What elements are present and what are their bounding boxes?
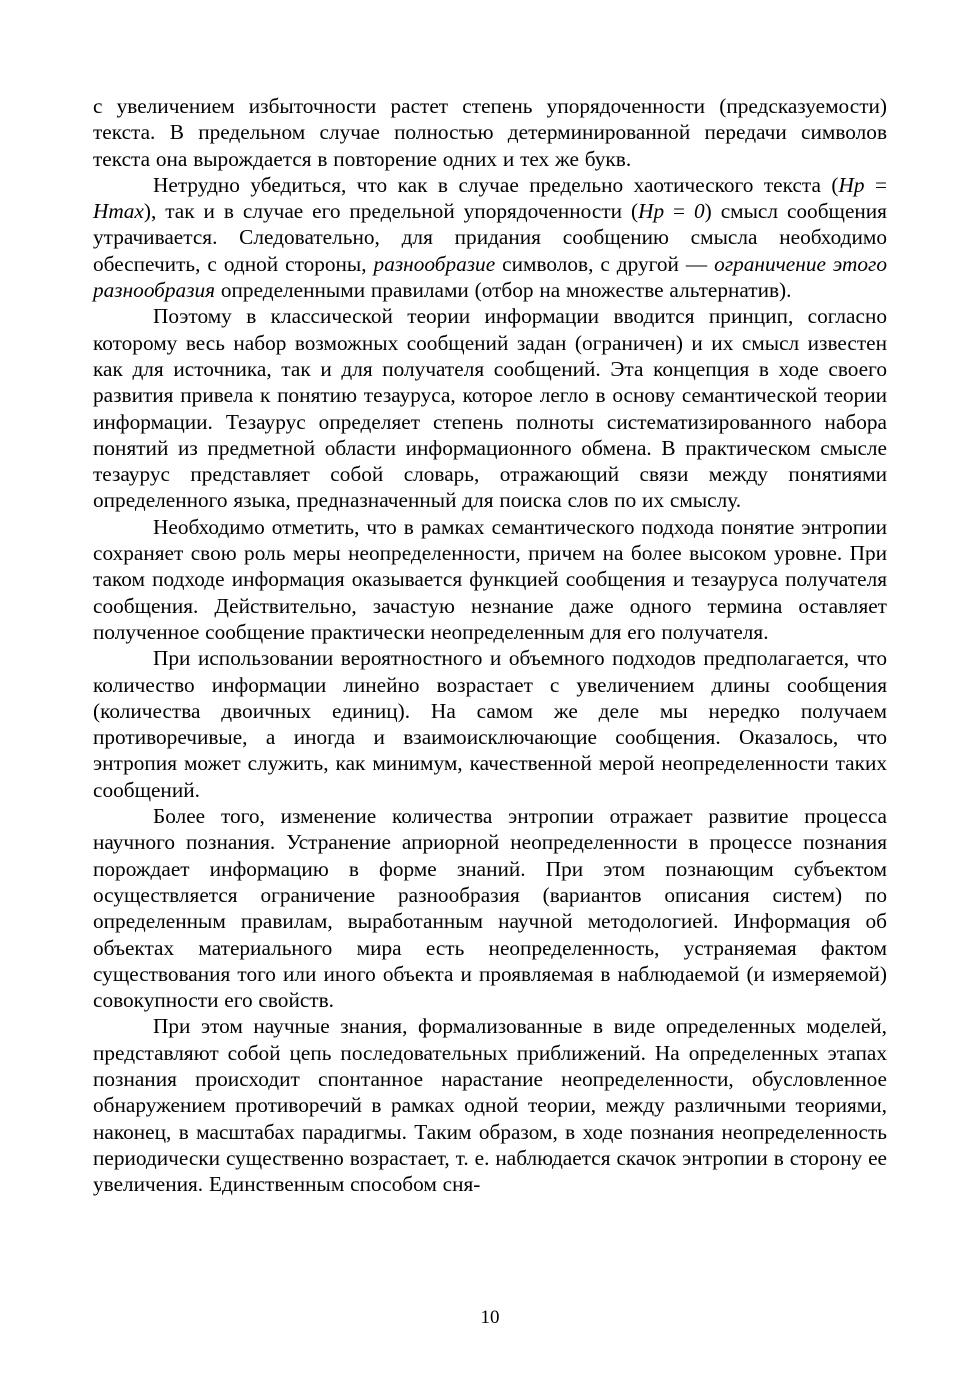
text-run: =	[864, 172, 887, 197]
emphasis-run: ограничение этого разнообразия	[93, 251, 887, 303]
emphasis-run: Hmax	[93, 199, 144, 224]
emphasis-run: Hp	[638, 199, 665, 224]
text-run: При этом научные знания, формализованные в виде определенных моделей, представляют собой цепь последовательных приближений. На определенных этапах познания происходит спонтанное нарастание неопределенности, обусловленное обнаружением противоречий в рамках одной теории, между различными теориями, наконец, в масштабах парадигмы. Таким образом, в ходе познания неопределенность периодически существенно возрастает, т. е. наблюдается скачок энтропии в сторону ее увеличения. Единственным способом сня-	[93, 1014, 887, 1197]
text-run: Нетрудно убедиться, что как в случае предельно хаотического текста (	[153, 172, 839, 197]
text-run: При использовании вероятностного и объемного подходов предполагается, что количество информации линейно возрастает с увеличением длины сообщения (количества двоичных единиц). На самом же деле мы нередко получаем противоречивые, а иногда и взаимоисключающие сообщения. Оказалось, что энтропия может служить, как минимум, качественной мерой неопределенности таких сообщений.	[93, 646, 887, 802]
text-run: Более того, изменение количества энтропии отражает развитие процесса научного познания. Устранение априорной неопределенности в процессе познания порождает информацию в форме знаний. При этом познающим субъектом осуществляется ограничение разнообразия (вариантов описания систем) по определенным правилам, выработанным научной методологией. Информация об объектах материального мира есть неопределенность, устраняемая фактом существования того или иного объекта и проявляемая в наблюдаемой (и измеряемой) совокупности его свойств.	[93, 804, 887, 1013]
paragraph-3	[93, 303, 887, 513]
paragraph-2	[93, 172, 887, 303]
text-run: Необходимо отметить, что в рамках семантического подхода понятие энтропии сохраняет свою роль меры неопределенности, причем на более высоком уровне. При таком подходе информация оказывается функцией сообщения и тезауруса получателя сообщения. Действительно, зачастую незнание даже одного термина оставляет полученное сообщение практически неопределенным для его получателя.	[93, 514, 887, 644]
paragraph-6	[93, 803, 887, 1013]
text-run: Поэтому в классической теории информации вводится принцип, согласно которому весь набор возможных сообщений задан (ограничен) и их смысл известен как для источника, так и для получателя сообщений. Эта концепция в ходе своего развития привела к понятию тезауруса, которое легло в основу семантической теории информации. Тезаурус определяет степень полноты систематизированного набора понятий из предметной области информационного обмена. В практическом смысле тезаурус представляет собой словарь, отражающий связи между понятиями определенного языка, предназначенный для поиска слов по их смыслу.	[93, 304, 887, 513]
emphasis-run: Hp	[838, 172, 865, 197]
paragraph-1	[93, 93, 887, 172]
page-body	[93, 93, 887, 1197]
text-run: ), так и в случае его предельной упорядоченности (	[143, 199, 639, 224]
text-run: ) смысл сообщения утрачивается. Следовательно, для придания сообщению смысла необходимо обеспечить, с одной стороны,	[93, 199, 887, 276]
text-run: =	[664, 199, 694, 224]
page-number: 10	[480, 1307, 500, 1328]
emphasis-run: разнообразие	[373, 251, 496, 276]
paragraph-5	[93, 645, 887, 803]
paragraph-7	[93, 1013, 887, 1197]
paragraph-4	[93, 514, 887, 645]
text-run: символов, с другой —	[495, 251, 715, 276]
text-run: определенными правилами (отбор на множестве альтернатив).	[215, 278, 792, 303]
emphasis-run: 0	[694, 199, 705, 224]
text-run: с увеличением избыточности растет степень упорядоченности (предсказуемости) текста. В предельном случае полностью детерминированной передачи символов текста она вырождается в повторение одних и тех же букв.	[93, 94, 887, 171]
